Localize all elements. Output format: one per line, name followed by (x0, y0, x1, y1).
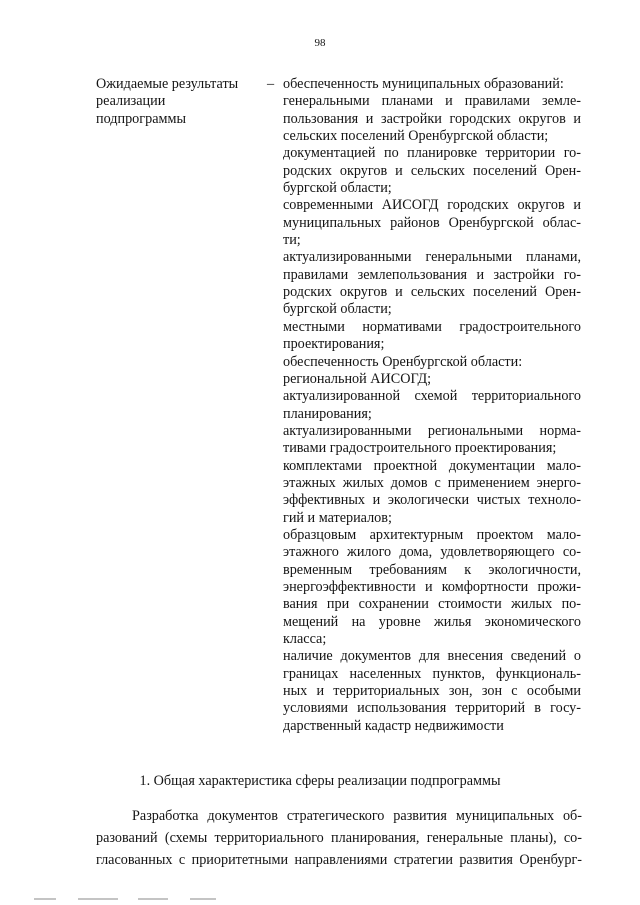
content-line: мещений на уровне жилья экономического (283, 613, 581, 630)
label-line: Ожидаемые результаты (96, 76, 239, 92)
label-line: реализации (96, 93, 166, 110)
content-line: пользования и застройки городских округов и (283, 110, 581, 127)
content-line: планирования; (283, 405, 372, 422)
content-line: родских округов и сельских поселений Орен- (283, 162, 581, 179)
content-line: местными нормативами градостроительного (283, 318, 581, 335)
section-heading: 1. Общая характеристика сферы реализации подпрограммы (139, 773, 501, 789)
content-line: тивами градостроительного проектирования; (283, 440, 557, 457)
body-line: Разработка документов стратегического развития муниципальных об- (132, 808, 582, 824)
content-line: сельских поселений Оренбургской области; (283, 128, 549, 145)
page-number: 98 (314, 37, 326, 49)
content-line: обеспеченность Оренбургской области: (283, 353, 523, 370)
content-line: документацией по планировке территории го- (283, 145, 581, 162)
content-line: временным требованиям к экологичности, (283, 561, 581, 578)
content-line: наличие документов для внесения сведений о (283, 648, 581, 665)
content-line: вания при сохранении стоимости жилых по- (283, 596, 581, 613)
content-line: современными АИСОГД городских округов и (283, 197, 581, 214)
body-line: гласованных с приоритетными направлениями стратегии развития Оренбург- (96, 852, 582, 868)
expected-results-content (283, 76, 581, 735)
content-line: ных и территориальных зон, зон с особыми (283, 683, 581, 700)
content-line: родских округов и сельских поселений Орен- (283, 284, 581, 301)
scan-artifact-marks (0, 896, 640, 905)
content-line: обеспеченность муниципальных образований: (283, 76, 564, 92)
content-line: условиями использования территорий в госу- (283, 700, 581, 717)
content-line: этажного жилого дома, удовлетворяющего со- (283, 544, 581, 561)
content-line: правилами землепользования и застройки го- (283, 266, 581, 283)
content-line: генеральными планами и правилами земле- (283, 93, 581, 110)
content-line: класса; (283, 631, 327, 647)
body-line: разований (схемы территориального планирования, генеральные планы), со- (96, 830, 582, 846)
content-line: бургской области; (283, 180, 392, 197)
content-line: границах населенных пунктов, функциональ- (283, 665, 581, 682)
content-line: этажных жилых домов с применением энерго- (283, 474, 581, 491)
content-line: энергоэффективности и комфортности прожи- (283, 578, 581, 595)
content-line: актуализированными региональными норма- (283, 422, 581, 439)
passport-row-label (96, 76, 266, 128)
content-line: эффективных и экологически чистых техноло- (283, 492, 581, 509)
content-line: комплектами проектной документации мало- (283, 457, 581, 474)
content-line: дарственный кадастр недвижимости (283, 717, 504, 734)
content-line: муниципальных районов Оренбургской облас- (283, 214, 581, 231)
label-line: подпрограммы (96, 110, 186, 127)
content-line: образцовым архитектурным проектом мало- (283, 526, 581, 543)
content-line: гий и материалов; (283, 509, 392, 526)
row-dash: – (267, 76, 275, 92)
content-line: ти; (283, 232, 301, 249)
content-line: актуализированной схемой территориального (283, 388, 581, 405)
content-line: бургской области; (283, 301, 392, 318)
content-line: актуализированными генеральными планами, (283, 249, 581, 266)
content-line: региональной АИСОГД; (283, 370, 432, 387)
body-paragraph (96, 805, 582, 871)
content-line: проектирования; (283, 336, 385, 353)
